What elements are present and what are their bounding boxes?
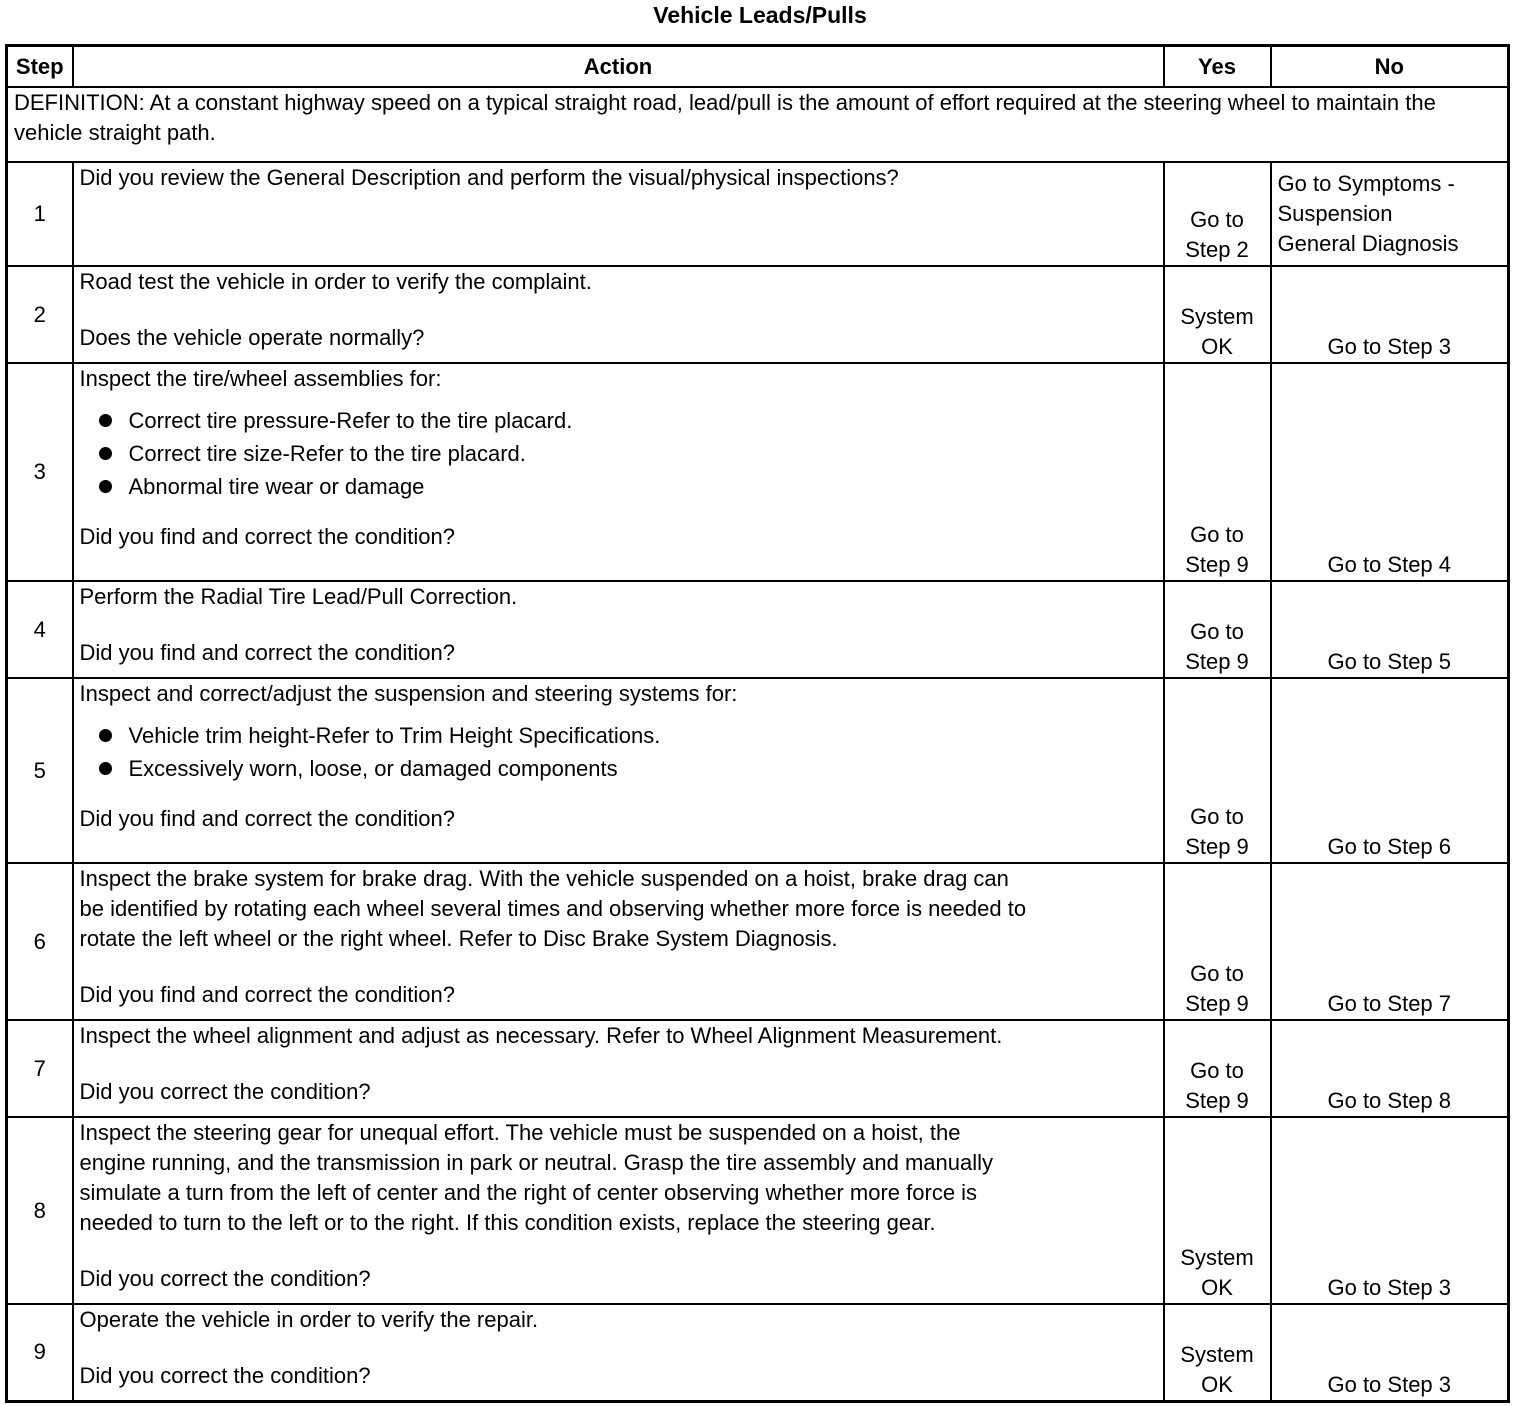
no-line: Go to Step 6 xyxy=(1327,834,1452,859)
yes-line: Step 9 xyxy=(1185,649,1249,674)
yes-line: Go to xyxy=(1190,207,1244,232)
action-cell xyxy=(73,678,1164,863)
action-question: Did you correct the condition? xyxy=(79,1363,371,1388)
page-title: Vehicle Leads/Pulls xyxy=(653,2,867,28)
no-line: Go to Step 3 xyxy=(1327,334,1452,359)
no-cell xyxy=(1271,678,1509,863)
table-row xyxy=(7,1117,1509,1304)
yes-line: Go to xyxy=(1190,1058,1244,1083)
action-cell xyxy=(73,1020,1164,1117)
yes-cell xyxy=(1164,1117,1271,1304)
list-item: Correct tire size-Refer to the tire placard. xyxy=(80,437,1157,470)
bullet-icon xyxy=(99,447,112,460)
header-no: No xyxy=(1271,46,1509,88)
yes-line: Step 9 xyxy=(1185,834,1249,859)
table-row xyxy=(7,363,1509,581)
bullet-list xyxy=(80,719,1157,785)
table-row xyxy=(7,863,1509,1020)
action-text: Inspect the brake system for brake drag. With the vehicle suspended on a hoist, brake drag can xyxy=(79,866,1009,891)
yes-line: Go to xyxy=(1190,804,1244,829)
table-row xyxy=(7,1304,1509,1401)
table-row xyxy=(7,678,1509,863)
header-row xyxy=(7,46,1509,88)
header-action: Action xyxy=(73,46,1164,88)
step-number: 5 xyxy=(7,678,73,863)
no-line: Go to Step 8 xyxy=(1327,1088,1452,1113)
bullet-icon xyxy=(99,414,112,427)
no-cell xyxy=(1271,1117,1509,1304)
step-number: 4 xyxy=(7,581,73,678)
action-text: simulate a turn from the left of center and the right of center observing whether more force is xyxy=(79,1180,978,1205)
action-text: Road test the vehicle in order to verify the complaint. xyxy=(79,269,592,294)
action-text: needed to turn to the left or to the right. If this condition exists, replace the steering gear. xyxy=(79,1210,936,1235)
no-line: Go to Step 5 xyxy=(1327,649,1452,674)
yes-line: System xyxy=(1180,1341,1254,1367)
action-cell xyxy=(73,363,1164,581)
definition-row xyxy=(7,87,1509,162)
list-item: Correct tire pressure-Refer to the tire placard. xyxy=(80,404,1157,437)
yes-cell xyxy=(1164,363,1271,581)
action-text: Operate the vehicle in order to verify the repair. xyxy=(79,1307,539,1332)
action-cell xyxy=(73,863,1164,1020)
action-text: Inspect the tire/wheel assemblies for: xyxy=(79,366,442,391)
definition-text: DEFINITION: At a constant highway speed on a typical straight road, lead/pull is the amount of effort required at the steering wheel to maintain the vehicle straight path. xyxy=(7,87,1509,162)
yes-cell xyxy=(1164,1020,1271,1117)
action-cell xyxy=(73,266,1164,363)
action-cell xyxy=(73,581,1164,678)
table-row xyxy=(7,1020,1509,1117)
yes-cell xyxy=(1164,581,1271,678)
list-item: Vehicle trim height-Refer to Trim Height Specifications. xyxy=(80,719,1157,752)
yes-cell xyxy=(1164,1304,1271,1401)
bullet-icon xyxy=(99,729,112,742)
no-cell xyxy=(1271,162,1509,266)
step-number: 1 xyxy=(7,162,73,266)
no-line: Go to Symptoms - xyxy=(1277,171,1455,196)
action-question: Did you find and correct the condition? xyxy=(79,524,455,549)
action-question: Did you find and correct the condition? xyxy=(79,640,455,665)
yes-line: System xyxy=(1180,304,1254,329)
step-number: 7 xyxy=(7,1020,73,1117)
step-number: 6 xyxy=(7,863,73,1020)
action-text: Perform the Radial Tire Lead/Pull Correction. xyxy=(79,584,518,609)
action-text: Did you review the General Description and perform the visual/physical inspections? xyxy=(79,165,899,190)
yes-line: OK xyxy=(1201,334,1233,359)
header-yes: Yes xyxy=(1164,46,1271,88)
no-cell xyxy=(1271,363,1509,581)
no-line: Go to Step 4 xyxy=(1327,552,1452,577)
no-cell xyxy=(1271,1020,1509,1117)
action-text: Inspect the steering gear for unequal effort. The vehicle must be suspended on a hoist, the xyxy=(79,1120,961,1145)
action-question: Did you find and correct the condition? xyxy=(79,982,455,1007)
yes-cell xyxy=(1164,678,1271,863)
yes-line: Step 9 xyxy=(1185,1088,1249,1113)
action-cell xyxy=(73,1117,1164,1304)
step-number: 9 xyxy=(7,1304,73,1401)
action-question: Does the vehicle operate normally? xyxy=(79,325,425,350)
yes-cell xyxy=(1164,863,1271,1020)
action-question: Did you correct the condition? xyxy=(79,1079,371,1104)
diagnostic-table xyxy=(5,44,1510,1403)
no-line: General Diagnosis xyxy=(1277,231,1459,256)
action-text: engine running, and the transmission in park or neutral. Grasp the tire assembly and manually xyxy=(79,1150,993,1175)
step-number: 8 xyxy=(7,1117,73,1304)
no-cell xyxy=(1271,863,1509,1020)
yes-line: Go to xyxy=(1190,522,1244,547)
yes-line: Go to xyxy=(1190,961,1244,986)
action-text: be identified by rotating each wheel several times and observing whether more force is needed to xyxy=(79,896,1027,921)
no-line: Go to Step 3 xyxy=(1327,1371,1452,1397)
no-line: Go to Step 3 xyxy=(1327,1275,1452,1300)
yes-line: OK xyxy=(1201,1275,1233,1300)
yes-line: Step 9 xyxy=(1185,991,1249,1016)
no-cell xyxy=(1271,581,1509,678)
action-cell xyxy=(73,1304,1164,1401)
no-cell xyxy=(1271,266,1509,363)
yes-line: Step 9 xyxy=(1185,552,1249,577)
no-cell xyxy=(1271,1304,1509,1401)
yes-line: OK xyxy=(1201,1371,1233,1397)
list-item: Abnormal tire wear or damage xyxy=(80,470,1157,503)
yes-line: System xyxy=(1180,1245,1254,1270)
action-text: rotate the left wheel or the right wheel. Refer to Disc Brake System Diagnosis. xyxy=(79,926,838,951)
action-text: Inspect the wheel alignment and adjust as necessary. Refer to Wheel Alignment Measurement. xyxy=(79,1023,1003,1048)
header-step: Step xyxy=(7,46,73,88)
table-row xyxy=(7,162,1509,266)
yes-cell xyxy=(1164,162,1271,266)
action-text: Inspect and correct/adjust the suspension and steering systems for: xyxy=(79,681,738,706)
step-number: 2 xyxy=(7,266,73,363)
bullet-icon xyxy=(99,480,112,493)
step-number: 3 xyxy=(7,363,73,581)
action-question: Did you correct the condition? xyxy=(79,1266,371,1291)
yes-line: Go to xyxy=(1190,619,1244,644)
table-row xyxy=(7,581,1509,678)
no-line: Suspension xyxy=(1277,201,1393,226)
bullet-icon xyxy=(99,762,112,775)
action-cell xyxy=(73,162,1164,266)
yes-cell xyxy=(1164,266,1271,363)
action-question: Did you find and correct the condition? xyxy=(79,806,455,831)
yes-line: Step 2 xyxy=(1185,237,1249,262)
list-item: Excessively worn, loose, or damaged components xyxy=(80,752,1157,785)
bullet-list xyxy=(80,404,1157,503)
no-line: Go to Step 7 xyxy=(1327,991,1452,1016)
table-row xyxy=(7,266,1509,363)
